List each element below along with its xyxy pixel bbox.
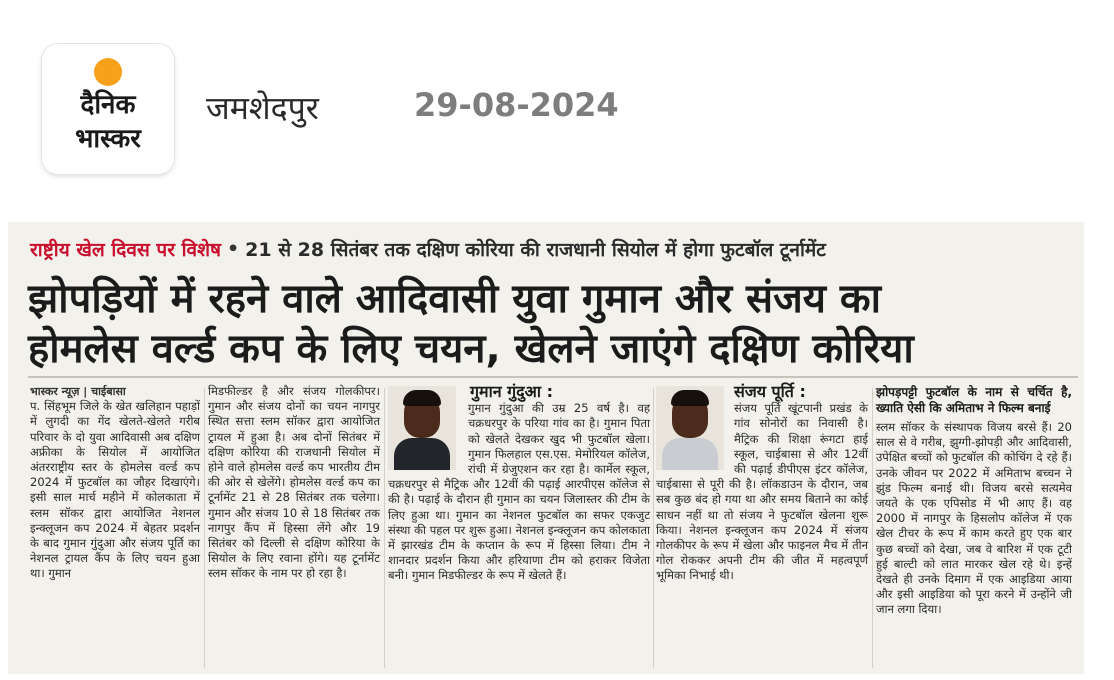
gumaan-text: गुमान गुंदुआ की उम्र 25 वर्ष है। वह चक्रधरपुर के परिया गांव का है। गुमान पिता को खेलते देखकर खुद भी फुटबॉल खेला। गुमान फिलहाल एस.एस. मेमोरियल कॉलेज, रांची में ग्रेजुएशन कर रहा है। कार्मेल स्कूल, चक्रधरपुर से मैट्रिक और 12वीं की पढ़ाई आरपीएस कॉलेज से की है। पढ़ाई के दौरान ही गुमान का चयन जिलास्तर की टीम के लिए हुआ था। गुमान का नेशनल फुटबॉल का सफर एकजुट संस्था की पहल पर शुरू हुआ। नेशनल इन्क्लूजन कप कोलकाता में झारखंड टीम के कप्तान के रूप में हिस्सा लिया। टीम ने शानदार प्रदर्शन किया और हरियाणा टीम को हराकर विजेता बनी। गुमान मिडफील्डर के रूप में खेलते हैं।: [388, 401, 650, 583]
kicker: [30, 234, 826, 264]
gumaan-photo: [388, 384, 462, 470]
column-gumaan: [388, 384, 650, 584]
kicker-text: 21 से 28 सितंबर तक दक्षिण कोरिया की राजधानी सियोल में होगा फुटबॉल टूर्नामेंट: [245, 239, 826, 261]
sanjay-text: संजय पूर्ति खूंटपानी प्रखंड के गांव सोनोरों का निवासी है। मैट्रिक की शिक्षा रूंगटा हाई स्कूल, चाईबासा से और 12वीं की पढ़ाई डीपीएस इंटर कॉलेज, चाईबासा से पूरी की है। लॉकडाउन के दौरान, जब सब कुछ बंद हो गया था और समय बिताने का कोई साधन नहीं था तो संजय ने फुटबॉल खेलना शुरू किया। नेशनल इन्क्लूजन कप 2024 में संजय गोलकीपर के रूप में खेला और फाइनल मैच में तीन गोल रोककर अपनी टीम की जीत में महत्वपूर्ण भूमिका निभाई थी।: [656, 401, 868, 583]
column-sidebar: [876, 384, 1072, 618]
sidebar-title: झोपड़पट्टी फुटबॉल के नाम से चर्चित है, ख्याति ऐसी कि अमिताभ ने फिल्म बनाई: [876, 385, 1072, 415]
column-2-text: मिडफील्डर है और संजय गोलकीपर। गुमान और संजय दोनों का चयन नागपुर स्थित सत्ता स्लम सॉकर द्वारा आयोजित ट्रायल में हुआ है। अब दोनों सितंबर में दक्षिण कोरिया की राजधानी सियोल में होने वाले होमलेस वर्ल्ड कप भारतीय टीम की ओर से खेलेंगे। होमलेस वर्ल्ड कप का टूर्नामेंट 21 से 28 सितंबर तक चलेगा। गुमान और संजय 10 से 18 सितंबर तक नागपुर कैंप में हिस्सा लेंगे और 19 सितंबर को दिल्ली से दक्षिण कोरिया के सियोल के लिए रवाना होंगे। यह टूर्नामेंट स्लम सॉकर के नाम पर हो रहा है।: [208, 384, 380, 581]
divider: [28, 376, 1078, 378]
newspaper-clipping: [8, 222, 1084, 674]
logo-line2: भास्कर: [75, 124, 141, 154]
sanjay-photo: [656, 386, 728, 472]
gumaan-lead: [470, 384, 650, 401]
byline: भास्कर न्यूज़ | चाईबासा: [30, 385, 126, 398]
kicker-label: राष्ट्रीय खेल दिवस पर विशेष: [30, 239, 221, 261]
app-header: [0, 0, 1114, 210]
column-1-text: प. सिंहभूम जिले के खेत खलिहान पहाड़ों में लुगदी का गेंद खेलते-खेलते गरीब परिवार के दो युवा आदिवासी अब दक्षिण अफ्रीका के सियोल में आयोजित अंतरराष्ट्रीय स्तर के होमलेस वर्ल्ड कप 2024 में फुटबॉल का जौहर दिखाएंगे। इसी साल मार्च महीने में कोलकाता में स्लम सॉकर द्वारा आयोजित नेशनल इन्क्लूजन कप 2024 में बेहतर प्रदर्शन के बाद गुमान गुंदुआ और संजय पूर्ति का नेशनल ट्रायल कैंप के लिए चयन हुआ था। गुमान: [30, 399, 200, 581]
column-1: [30, 384, 200, 582]
logo-line1: दैनिक: [80, 90, 136, 120]
headline-line1: झोपड़ियों में रहने वाले आदिवासी युवा गुमान और संजय का: [28, 276, 881, 322]
kicker-separator: •: [226, 238, 240, 260]
column-divider: [872, 388, 873, 668]
sun-icon: [94, 58, 122, 86]
sanjay-name: संजय पूर्ति :: [734, 382, 806, 401]
column-2: [208, 384, 380, 582]
person-photo-icon: [388, 386, 456, 470]
dainik-bhaskar-logo[interactable]: [42, 44, 174, 174]
person-photo-icon: [656, 386, 724, 470]
hair-shape: [671, 390, 709, 406]
shirt-shape: [662, 438, 718, 470]
headline: [28, 274, 1076, 374]
gumaan-name: गुमान गुंदुआ :: [470, 382, 553, 401]
sidebar-text: स्लम सॉकर के संस्थापक विजय बरसे हैं। 20 साल से वे गरीब, झुग्गी-झोपड़ी और आदिवासी, उपेक्षित बच्चों को फुटबॉल की कोचिंग दे रहे हैं। उनके जीवन पर 2022 में अमिताभ बच्चन ने झुंड फिल्म बनाई थी। विजय बरसे सत्यमेव जयते के एक एपिसोड में भी आए हैं। वह 2000 में नागपुर के हिसलोप कॉलेज में एक खेल टीचर के रूप में काम करते हुए एक बार कुछ बच्चों को देखा, जब वे बारिश में एक टूटी हुई बाल्टी को लात मारकर खेल रहे थे। इन्हें देखते ही उनके दिमाग में एक आइडिया आया और इसी आइडिया को पूरा करने में उन्होंने जी जान लगा दिया।: [876, 420, 1072, 617]
column-divider: [204, 388, 205, 668]
edition-city: जमशेदपुर: [206, 89, 319, 127]
edition-date: 29-08-2024: [414, 86, 619, 124]
column-sanjay: [656, 384, 868, 584]
hair-shape: [403, 390, 441, 406]
headline-line2: होमलेस वर्ल्ड कप के लिए चयन, खेलने जाएंगे दक्षिण कोरिया: [28, 326, 914, 372]
column-divider: [653, 388, 654, 668]
shirt-shape: [394, 438, 450, 470]
column-divider: [384, 388, 385, 668]
